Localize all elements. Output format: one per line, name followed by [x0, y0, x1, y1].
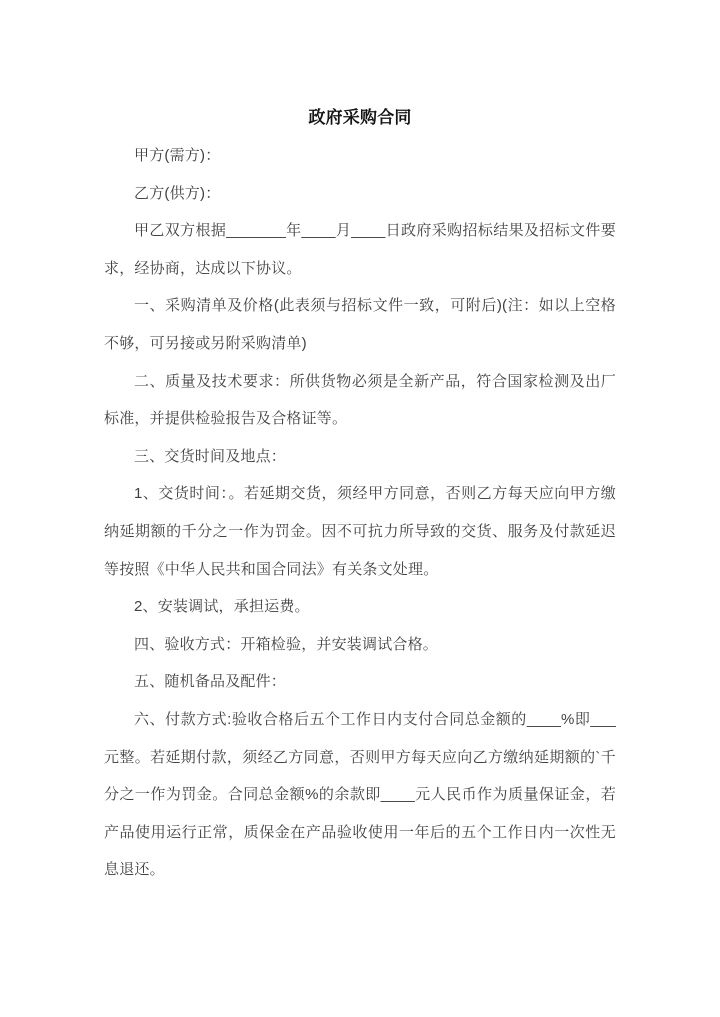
contract-content [104, 99, 616, 889]
contract-paragraph-1: 甲方(需方)： [134, 147, 221, 164]
contract-paragraph-10: 五、随机备品及配件： [134, 673, 287, 691]
contract-paragraph-7: 1、交货时间：。若延期交货，须经甲方同意，否则乙方每天应向甲方缴纳延期额的千分之一作为罚金。因不可抗力所导致的交货、服务及付款延迟等按照《中华人民共和国合同法》有关条文处理。 [104, 485, 616, 578]
contract-title: 政府采购合同 [308, 108, 412, 127]
contract-paragraph-2: 乙方(供方)： [134, 184, 221, 202]
contract-body [104, 137, 616, 889]
contract-paragraph-11: 六、付款方式:验收合格后五个工作日内支付合同总金额的____%即___元整。若延期付款，须经乙方同意，否则甲方每天应向乙方缴纳延期额的`千分之一作为罚金。合同总金额%的余款即____元人民币作为质量保证金，若产品使用运行正常，质保金在产品验收使用一年后的五个工作日内一次性无息退还。 [104, 710, 616, 879]
contract-paragraph-6: 三、交货时间及地点： [134, 447, 287, 465]
contract-paragraph-9: 四、验收方式：开箱检验，并安装调试合格。 [134, 635, 439, 653]
contract-paragraph-5: 二、质量及技术要求：所供货物必须是全新产品，符合国家检测及出厂标准，并提供检验报告及合格证等。 [104, 372, 616, 428]
contract-paragraph-3: 甲乙双方根据_______年____月____日政府采购招标结果及招标文件要求，经协商，达成以下协议。 [104, 222, 616, 277]
contract-paragraph-8: 2、安装调试，承担运费。 [134, 598, 310, 616]
contract-paragraph-4: 一、采购清单及价格(此表须与招标文件一致，可附后)(注：如以上空格不够，可另接或另附采购清单) [104, 297, 616, 352]
